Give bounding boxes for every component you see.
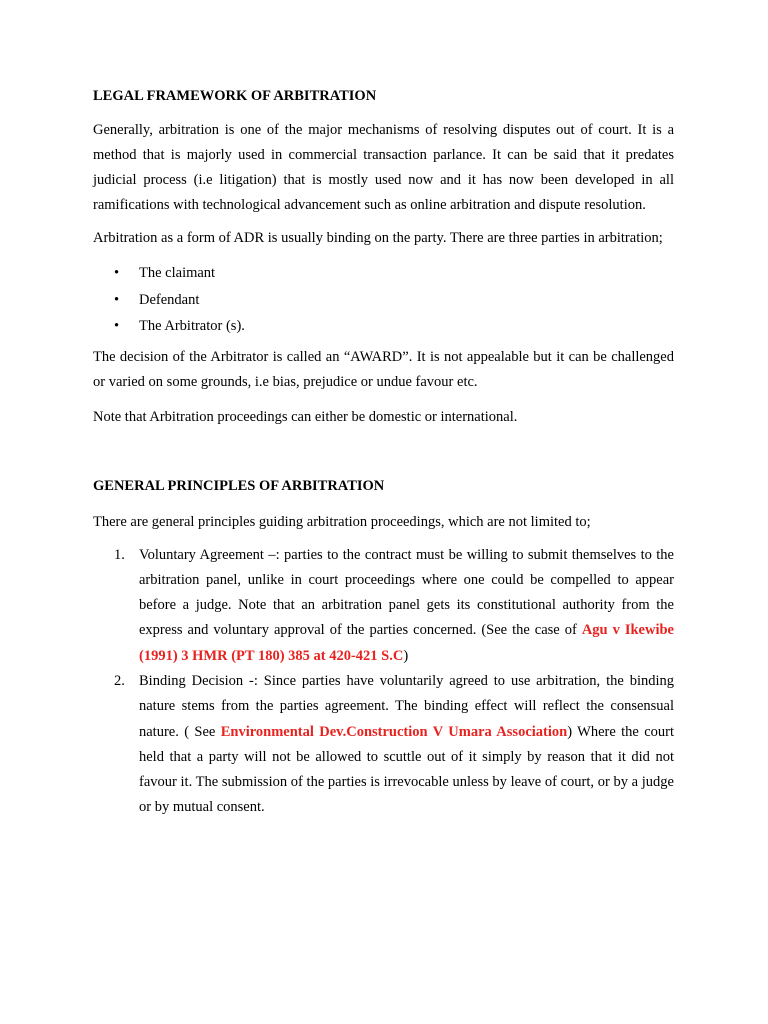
item-text: Binding Decision -: Since parties have voluntarily agreed to use arbitration, the binding nature stems from the parties agreement. The binding effect will reflect the consensual nature. ( See [139,672,674,740]
principles-list [93,543,674,821]
case-citation: Agu v Ikewibe (1991) 3 HMR (PT 180) 385 at 420-421 S.C [139,622,674,664]
list-item-binding-decision [93,669,674,821]
list-item: • The claimant [93,260,674,287]
section-heading-legal-framework: LEGAL FRAMEWORK OF ARBITRATION [93,88,377,104]
paragraph-award: The decision of the Arbitrator is called an “AWARD”. It is not appealable but it can be challenged or varied on some grounds, i.e bias, prejudice or undue favour etc. [93,348,674,390]
list-item: • Defendant [93,287,674,314]
list-item: • The Arbitrator (s). [93,313,674,340]
document-page [93,84,674,821]
section-heading-general-principles: GENERAL PRINCIPLES OF ARBITRATION [93,477,385,494]
item-text: Voluntary Agreement –: parties to the contract must be willing to submit themselves to the arbitration panel, unlike in court proceedings where one could be compelled to appear before a judge. Note that an arbitration panel gets its constitutional authority from the express and voluntary approval of the parties concerned. (See the case of [139,546,674,639]
list-number: 1. [114,546,125,563]
parties-list [93,260,674,340]
list-number: 2. [114,672,125,689]
item-text-after: ) Where the court held that a party will not be allowed to scuttle out of it simply by reason that it did not favour it. The submission of the parties is irrevocable unless by leave of court, or by a judge or by mutual consent. [139,723,674,816]
bullet-icon: • [114,318,120,334]
paragraph-three-parties: Arbitration as a form of ADR is usually binding on the party. There are three parties in arbitration; [93,230,663,246]
bullet-icon: • [114,291,120,308]
item-text-after: ) [403,647,409,664]
bullet-icon: • [114,265,120,281]
paragraph-principles-intro: There are general principles guiding arbitration proceedings, which are not limited to; [93,513,591,530]
paragraph-domestic-international: Note that Arbitration proceedings can either be domestic or international. [93,408,518,425]
list-item-voluntary-agreement [93,543,674,669]
paragraph-arbitration-overview: Generally, arbitration is one of the major mechanisms of resolving disputes out of court. It is a method that is majorly used in commercial transaction parlance. It can be said that it predates judicial process (i.e litigation) that is mostly used now and it has now been developed in all ramifications with technological advancement such as online arbitration and dispute resolution. [93,122,674,213]
case-citation: Environmental Dev.Construction V Umara Association [220,723,568,740]
